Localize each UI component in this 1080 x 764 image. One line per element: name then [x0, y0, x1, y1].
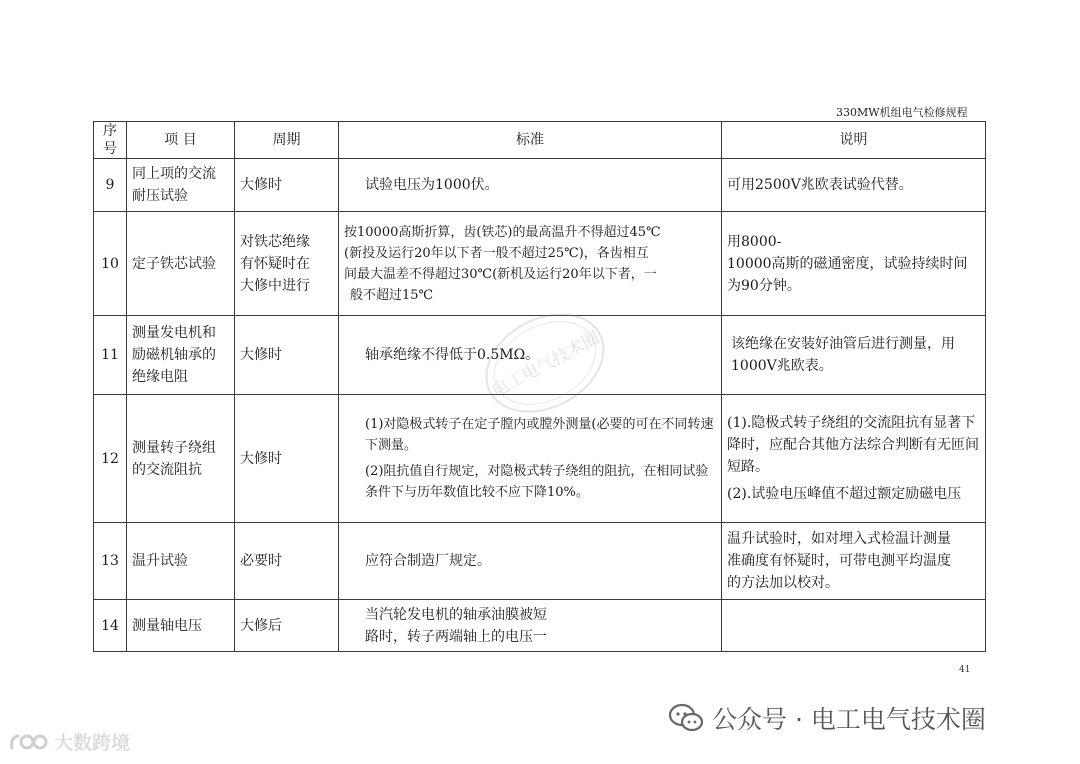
column-header-note: 说明	[722, 122, 986, 159]
period-cell: 对铁芯绝缘 有怀疑时在 大修中进行	[235, 212, 339, 316]
table-row	[94, 316, 986, 395]
note-cell: 可用2500V兆欧表试验代替。	[722, 159, 986, 212]
item-cell: 测量发电机和 励磁机轴承的 绝缘电阻	[127, 316, 235, 395]
row-number: 13	[94, 523, 127, 600]
page-number: 41	[959, 665, 971, 675]
document-header: 330MW机组电气检修规程	[836, 106, 968, 119]
row-number: 11	[94, 316, 127, 395]
period-cell: 必要时	[235, 523, 339, 600]
period-cell: 大修时	[235, 395, 339, 523]
table-row	[94, 523, 986, 600]
period-cell: 大修时	[235, 159, 339, 212]
svg-text:电工电气技术圈: 电工电气技术圈	[488, 328, 604, 402]
item-cell: 测量轴电压	[127, 600, 235, 652]
item-cell: 温升试验	[127, 523, 235, 600]
item-cell: 定子铁芯试验	[127, 212, 235, 316]
column-header-standard: 标准	[339, 122, 722, 159]
item-cell: 测量转子绕组 的交流阻抗	[127, 395, 235, 523]
period-cell: 大修后	[235, 600, 339, 652]
corner-brand-text: 大数跨境	[54, 732, 131, 754]
row-number: 10	[94, 212, 127, 316]
table-row	[94, 395, 986, 523]
table-row	[94, 212, 986, 316]
table-row	[94, 600, 986, 652]
link-icon	[8, 730, 50, 754]
table-row	[94, 159, 986, 212]
standard-cell: 当汽轮发电机的轴承油膜被短 路时，转子两端轴上的电压一	[339, 600, 722, 652]
row-number: 12	[94, 395, 127, 523]
item-cell: 同上项的交流 耐压试验	[127, 159, 235, 212]
column-header-no: 序号	[94, 122, 127, 159]
note-cell: 温升试验时，如对埋入式检温计测量 准确度有怀疑时，可带电测平均温度 的方法加以校对。	[722, 523, 986, 600]
standard-cell: 应符合制造厂规定。	[339, 523, 722, 600]
column-header-item: 项 目	[127, 122, 235, 159]
wechat-icon	[668, 703, 704, 733]
period-cell: 大修时	[235, 316, 339, 395]
standard-cell: 按10000高斯折算，齿(铁芯)的最高温升不得超过45℃ (新投及运行20年以下者一般不超过25℃)，各齿相互 间最大温差不得超过30℃(新机及运行20年以下者，一 般不超过15℃	[339, 212, 722, 316]
corner-brand-logo	[8, 728, 130, 755]
wechat-account-label	[668, 700, 986, 736]
column-header-period: 周期	[235, 122, 339, 159]
standard-cell: 轴承绝缘不得低于0.5MΩ。	[339, 316, 722, 395]
row-number: 9	[94, 159, 127, 212]
wechat-account-name: 公众号 · 电工电气技术圈	[712, 705, 986, 734]
standard-cell: 试验电压为1000伏。	[339, 159, 722, 212]
table-header-row	[94, 122, 986, 159]
row-number: 14	[94, 600, 127, 652]
note-cell	[722, 600, 986, 652]
standard-cell: (1)对隐极式转子在定子膛内或膛外测量(必要的可在不同转速下测量。 (2)阻抗值自行规定，对隐极式转子绕组的阻抗，在相同试验条件下与历年数值比较不应下降10%。	[339, 395, 722, 523]
note-cell: 用8000- 10000高斯的磁通密度，试验持续时间 为90分钟。	[722, 212, 986, 316]
maintenance-table	[93, 121, 986, 652]
note-cell: 该绝缘在安装好油管后进行测量，用 1000V兆欧表。	[722, 316, 986, 395]
note-cell: (1).隐极式转子绕组的交流阻抗有显著下降时，应配合其他方法综合判断有无匝间短路。 (2).试验电压峰值不超过额定励磁电压	[722, 395, 986, 523]
